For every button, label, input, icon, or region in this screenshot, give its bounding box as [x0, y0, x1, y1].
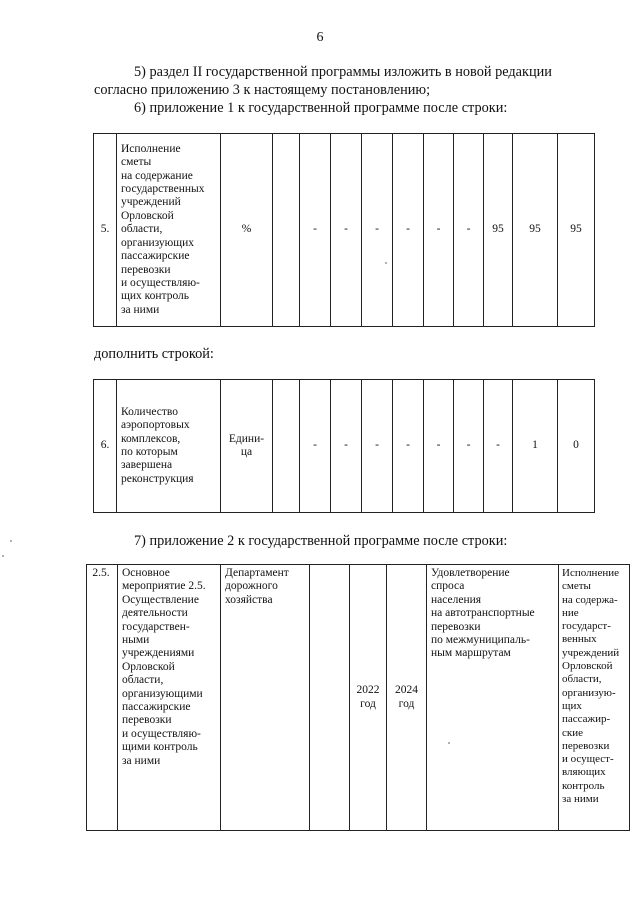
table-row: [94, 134, 632, 327]
value-cell: -: [454, 134, 484, 327]
page-number: 6: [316, 30, 324, 45]
indicator-link-cell: Исполнение сметы на содержа- ние государст- венных учреждений Орловской области, организую- щих пассажир- ские перевозки и осущест- вляющих контроль за ними: [559, 565, 630, 831]
indicator-name: Количество аэропортовых комплексов, по которым завершена реконструкция: [117, 380, 221, 513]
scan-speck: [448, 742, 450, 744]
value-cell: 0: [558, 380, 595, 513]
unit-cell: %: [221, 134, 273, 327]
value-cell: 95: [558, 134, 595, 327]
value-cell: [273, 380, 300, 513]
indicator-table-existing-row: [93, 133, 632, 327]
value-cell: -: [362, 380, 393, 513]
value-cell: [273, 134, 300, 327]
append-row-text: дополнить строкой:: [94, 346, 214, 362]
executor-cell: Департамент дорожного хозяйства: [221, 565, 310, 831]
indicator-table-new-row: [93, 379, 632, 513]
table-row: [87, 565, 630, 831]
value-cell: -: [331, 380, 362, 513]
start-year-cell: 2022 год: [350, 565, 387, 831]
paragraph-5-line-1: 5) раздел II государственной программы изложить в новой редакции: [134, 64, 552, 80]
paragraph-6: 6) приложение 1 к государственной программе после строки:: [134, 100, 508, 116]
empty-cell: [310, 565, 350, 831]
row-number: 5.: [94, 134, 117, 327]
row-number: 6.: [94, 380, 117, 513]
scan-speck: [2, 555, 4, 557]
table-row: [94, 380, 632, 513]
value-cell: -: [454, 380, 484, 513]
value-cell: 95: [513, 134, 558, 327]
value-cell: -: [424, 134, 454, 327]
value-cell: -: [331, 134, 362, 327]
row-number: 2.5.: [87, 565, 118, 831]
value-cell: -: [300, 134, 331, 327]
expected-result-cell: Удовлетворение спроса населения на автотранспортные перевозки по межмуниципаль- ным маршрутам: [427, 565, 559, 831]
value-cell: 1: [513, 380, 558, 513]
value-cell: -: [362, 134, 393, 327]
unit-cell: Едини- ца: [221, 380, 273, 513]
scan-speck: [385, 262, 387, 264]
end-year-cell: 2024 год: [387, 565, 427, 831]
value-cell: -: [393, 380, 424, 513]
value-cell: 95: [484, 134, 513, 327]
paragraph-5-line-2: согласно приложению 3 к настоящему постановлению;: [94, 82, 431, 98]
activity-name: Основное мероприятие 2.5. Осуществление деятельности государствен- ными учреждениями Орловской области, организующими пассажирские перевозки и осуществляю- щими контроль за ними: [118, 565, 221, 831]
activities-table: [86, 564, 630, 831]
value-cell: -: [393, 134, 424, 327]
indicator-name: Исполнение сметы на содержание государственных учреждений Орловской области, организующих пассажирские перевозки и осуществляю- щих контроль за ними: [117, 134, 221, 327]
scan-speck: [10, 540, 12, 542]
value-cell: -: [424, 380, 454, 513]
value-cell: -: [484, 380, 513, 513]
paragraph-7: 7) приложение 2 к государственной программе после строки:: [134, 533, 508, 549]
value-cell: -: [300, 380, 331, 513]
